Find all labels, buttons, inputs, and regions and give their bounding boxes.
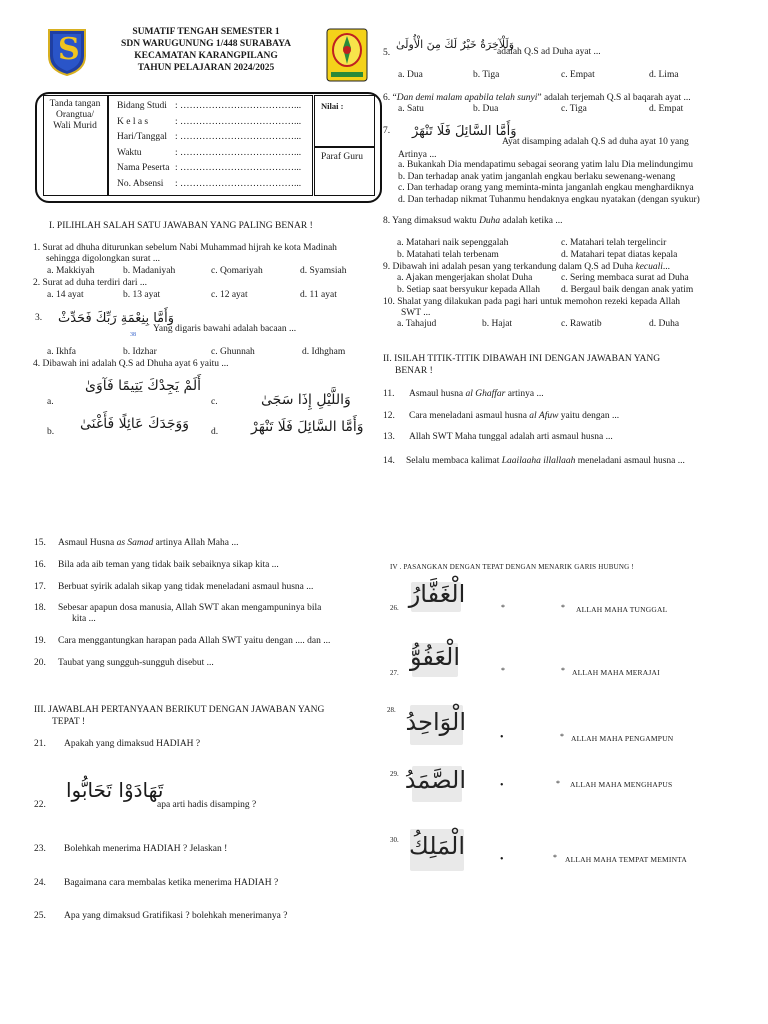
q13-number: 13. <box>383 432 395 442</box>
field-dots[interactable]: : ………………………………... <box>175 132 302 143</box>
q3-verse-number: 38 <box>130 332 136 338</box>
match-label-tunggal: ALLAH MAHA TUNGGAL <box>576 605 668 614</box>
q9-text-italic: kecuali <box>635 262 663 272</box>
q4-option-a-label[interactable]: a. <box>47 397 54 407</box>
q9-option-d[interactable]: d. Bergaul baik dengan anak yatim <box>561 285 694 295</box>
q30-left-dot[interactable]: • <box>500 854 504 865</box>
field-hari-tanggal: Hari/Tanggal <box>117 132 167 143</box>
section-3-title-2: TEPAT ! <box>52 717 85 727</box>
q12-text-post: yaitu dengan ... <box>558 411 620 421</box>
q8-option-c[interactable]: c. Matahari telah tergelincir <box>561 238 667 248</box>
section-2-title-2: BENAR ! <box>395 366 433 376</box>
q3-option-b[interactable]: b. Idzhar <box>123 347 157 357</box>
q14-text-italic: Laailaaha illallaah <box>501 456 576 466</box>
q15-text-post: artinya Allah Maha ... <box>153 538 239 548</box>
surabaya-logo <box>47 28 87 76</box>
section-4-title: IV . PASANGKAN DENGAN TEPAT DENGAN MENARIK GARIS HUBUNG ! <box>390 563 634 571</box>
section-1-title: I. PILIHLAH SALAH SATU JAWABAN YANG PALING BENAR ! <box>49 221 313 231</box>
q1-option-a[interactable]: a. Makkiyah <box>47 266 95 276</box>
q26-left-dot[interactable]: * <box>501 603 505 612</box>
q29-calligraphy: الصَّمَدُ <box>404 766 466 794</box>
q6-text-italic: Dan demi malam apabila telah sunyi <box>396 93 538 103</box>
q4-option-c-label[interactable]: c. <box>211 397 218 407</box>
q25-number: 25. <box>34 911 46 921</box>
q4-option-d-label[interactable]: d. <box>211 427 219 437</box>
q28-number: 28. <box>387 706 396 714</box>
q6-option-d[interactable]: d. Empat <box>649 104 684 114</box>
q1-text-2: sehingga digolongkan surat ... <box>46 254 160 264</box>
q2-text: 2. Surat ad duha terdiri dari ... <box>33 278 147 288</box>
q12-number: 12. <box>383 411 395 421</box>
q10-option-c[interactable]: c. Rawatib <box>561 319 602 329</box>
q18-text: Sebesar apapun dosa manusia, Allah SWT akan mengampuninya bila <box>58 603 322 613</box>
q27-left-dot[interactable]: * <box>501 666 505 675</box>
q15-text-pre: Asmaul Husna <box>58 538 117 548</box>
q9-option-b[interactable]: b. Setiap saat bersyukur kepada Allah <box>397 285 540 295</box>
q5-text: adalah Q.S ad Duha ayat ... <box>497 47 601 57</box>
q5-option-a[interactable]: a. Dua <box>398 70 423 80</box>
q22-number: 22. <box>34 800 46 810</box>
q3-option-c[interactable]: c. Ghunnah <box>211 347 255 357</box>
match-label-menghapus: ALLAH MAHA MENGHAPUS <box>570 780 673 789</box>
q7-option-a[interactable]: a. Bukankah Dia mendapatimu sebagai seorang yatim lalu Dia melindungimu <box>398 160 693 170</box>
q14-text-pre: Selalu membaca kalimat <box>406 456 502 466</box>
q3-option-d[interactable]: d. Idhgham <box>302 347 346 357</box>
q5-arabic-verse: وَلَلْآخِرَةُ خَيْرٌ لَكَ مِنَ الْأُولَىٰ <box>396 38 515 51</box>
q9-text-pre: 9. Dibawah ini adalah pesan yang terkandung dalam Q.S ad Duha <box>383 262 636 272</box>
q6-option-b[interactable]: b. Dua <box>473 104 499 114</box>
q8-text-post: adalah ketika ... <box>500 216 563 226</box>
q30-right-dot[interactable]: * <box>553 853 557 862</box>
q2-option-b[interactable]: b. 13 ayat <box>123 290 161 300</box>
q27-number: 27. <box>390 669 399 677</box>
q30-number: 30. <box>390 836 399 844</box>
q7-text-2: Artinya ... <box>398 150 437 160</box>
q28-calligraphy: الْوَاحِدُ <box>405 708 466 736</box>
q9-option-a[interactable]: a. Ajakan mengerjakan sholat Duha <box>397 273 533 283</box>
q8-option-a[interactable]: a. Matahari naik sepenggalah <box>397 238 509 248</box>
q11-text-pre: Asmaul husna <box>409 389 466 399</box>
paraf-guru-label: Paraf Guru <box>321 152 363 162</box>
q21-number: 21. <box>34 739 46 749</box>
q7-option-b[interactable]: b. Dan terhadap anak yatim janganlah engkau berlaku sewenang-wenang <box>398 171 676 182</box>
q11-number: 11. <box>383 389 395 399</box>
q5-option-b[interactable]: b. Tiga <box>473 70 500 80</box>
q26-calligraphy: الْغَفَّارُ <box>408 580 466 608</box>
field-dots[interactable]: : ………………………………... <box>175 116 302 127</box>
field-dots[interactable]: : ………………………………... <box>175 147 302 158</box>
q1-option-d[interactable]: d. Syamsiah <box>300 266 347 276</box>
q13-text: Allah SWT Maha tunggal adalah arti asmaul husna ... <box>409 432 613 442</box>
q28-right-dot[interactable]: * <box>560 732 564 741</box>
q11-text-italic: al Ghaffar <box>465 389 506 399</box>
q20-number: 20. <box>34 658 46 668</box>
q2-option-c[interactable]: c. 12 ayat <box>211 290 248 300</box>
q3-text: Yang digaris bawahi adalah bacaan ... <box>153 324 297 334</box>
q10-option-a[interactable]: a. Tahajud <box>397 319 437 329</box>
section-2-title: II. ISILAH TITIK-TITIK DIBAWAH INI DENGAN JAWABAN YANG <box>383 354 661 364</box>
q19-number: 19. <box>34 636 46 646</box>
q16-number: 16. <box>34 560 46 570</box>
q9-option-c[interactable]: c. Sering membaca surat ad Duha <box>561 273 689 283</box>
q27-right-dot[interactable]: * <box>561 666 565 675</box>
q15-number: 15. <box>34 538 46 548</box>
q4-option-d-arabic[interactable]: وَأَمَّا السَّائِلَ فَلَا تَنْهَرْ <box>251 419 364 435</box>
q10-option-b[interactable]: b. Hajat <box>482 319 513 329</box>
q7-text: Ayat disamping adalah Q.S ad duha ayat 10 yang <box>502 137 689 147</box>
signature-label-1: Tanda tangan <box>49 99 101 109</box>
header-title-line-4: TAHUN PELAJARAN 2024/2025 <box>137 63 275 73</box>
q23-number: 23. <box>34 844 46 854</box>
q6-option-c[interactable]: c. Tiga <box>561 104 587 114</box>
q7-arabic-verse: وَأَمَّا السَّائِلَ فَلَا تَنْهَرْ <box>412 124 517 139</box>
q6-text-pre: 6. “ <box>383 93 397 103</box>
q11-text-post: artinya ... <box>505 389 544 399</box>
header-title-line-3: KECAMATAN KARANGPILANG <box>134 51 278 61</box>
q29-left-dot[interactable]: • <box>500 780 504 791</box>
q1-option-c[interactable]: c. Qomariyah <box>211 266 263 276</box>
field-dots[interactable]: : ………………………………... <box>175 178 302 189</box>
q8-option-d[interactable]: d. Matahari tepat diatas kepala <box>561 250 678 260</box>
q4-option-c-arabic[interactable]: وَاللَّيْلِ إِذَا سَجَىٰ <box>261 392 351 408</box>
school-logo <box>326 28 368 82</box>
q10-text-2: SWT ... <box>401 308 431 318</box>
field-no-absensi: No. Absensi <box>117 178 164 189</box>
q14-number: 14. <box>383 456 395 466</box>
q21-text: Apakah yang dimaksud HADIAH ? <box>64 739 201 749</box>
q17-number: 17. <box>34 582 46 592</box>
q17-text: Berbuat syirik adalah sikap yang tidak meneladani asmaul husna ... <box>58 582 314 592</box>
q6-option-a[interactable]: a. Satu <box>398 104 424 114</box>
q18-text-2: kita ... <box>72 614 96 624</box>
header-title-line-1: SUMATIF TENGAH SEMESTER 1 <box>132 27 280 37</box>
q3-option-a[interactable]: a. Ikhfa <box>47 347 77 357</box>
q10-text: 10. Shalat yang dilakukan pada pagi hari untuk memohon rezeki kepada Allah <box>383 297 681 307</box>
q28-left-dot[interactable]: • <box>500 732 504 743</box>
match-label-merajai: ALLAH MAHA MERAJAI <box>572 668 660 677</box>
q30-calligraphy: الْمَلِكُ <box>408 832 466 860</box>
q25-text: Apa yang dimaksud Gratifikasi ? bolehkah menerimanya ? <box>64 911 288 921</box>
q4-option-a-arabic[interactable]: أَلَمْ يَجِدْكَ يَتِيمًا فَآوَىٰ <box>85 378 202 394</box>
q8-option-b[interactable]: b. Matahati telah terbenam <box>397 250 499 260</box>
q26-number: 26. <box>390 604 399 612</box>
q1-text: 1. Surat ad dhuha diturunkan sebelum Nabi Muhammad hijrah ke kota Madinah <box>33 243 337 253</box>
signature-label-2: Orangtua/ <box>56 110 94 120</box>
q4-text: 4. Dibawah ini adalah Q.S ad Dhuha ayat 6 yaitu ... <box>33 359 229 369</box>
q15-text-italic: as Samad <box>116 538 154 548</box>
logo-letter: S <box>58 32 80 67</box>
header-title-line-2: SDN WARUGUNUNG 1/448 SURABAYA <box>121 39 291 49</box>
q3-number: 3. <box>35 313 43 323</box>
field-dots[interactable]: : ………………………………... <box>175 101 302 111</box>
q5-option-c[interactable]: c. Empat <box>561 70 595 80</box>
q29-number: 29. <box>390 770 399 778</box>
field-dots[interactable]: : ………………………………... <box>175 163 302 174</box>
q12-text-pre: Cara meneladani asmaul husna <box>409 411 530 421</box>
nilai-label: Nilai : <box>321 101 344 111</box>
match-label-pengampun: ALLAH MAHA PENGAMPUN <box>571 734 674 743</box>
q4-option-b-label[interactable]: b. <box>47 427 55 437</box>
q7-option-c[interactable]: c. Dan terhadap orang yang meminta-minta janganlah engkau menghardiknya <box>398 183 694 193</box>
q2-option-a[interactable]: a. 14 ayat <box>47 290 84 300</box>
section-3-title: III. JAWABLAH PERTANYAAN BERIKUT DENGAN JAWABAN YANG <box>34 705 325 715</box>
q7-option-d[interactable]: d. Dan terhadap nikmat Tuhanmu hendaknya engkau nyatakan (dengan syukur) <box>398 194 700 205</box>
q22-text: apa arti hadis disamping ? <box>157 800 257 810</box>
q8-text-italic: Duha <box>479 216 501 226</box>
q19-text: Cara menggantungkan harapan pada Allah SWT yaitu dengan .... dan ... <box>58 636 331 646</box>
field-nama-peserta: Nama Peserta <box>117 163 170 174</box>
q23-text: Bolehkah menerima HADIAH ? Jelaskan ! <box>64 844 228 854</box>
field-waktu: Waktu <box>117 147 142 158</box>
q14-text-post: meneladani asmaul husna ... <box>575 456 685 466</box>
q1-option-b[interactable]: b. Madaniyah <box>123 266 176 276</box>
q4-option-b-arabic[interactable]: وَوَجَدَكَ عَائِلًا فَأَغْنَىٰ <box>80 416 190 432</box>
q22-arabic-hadith: تَهَادَوْا تَحَابُّوا <box>66 778 164 802</box>
field-bidang-studi: Bidang Studi <box>117 101 167 111</box>
q27-calligraphy: الْعَفُوُّ <box>409 643 461 671</box>
q26-right-dot[interactable]: * <box>561 603 565 612</box>
signature-label-3: Wali Murid <box>53 121 97 131</box>
match-label-tempat-meminta: ALLAH MAHA TEMPAT MEMINTA <box>565 855 687 864</box>
q24-number: 24. <box>34 878 46 888</box>
q7-number: 7. <box>383 126 391 136</box>
q9-text-post: ... <box>662 262 671 272</box>
q6-text-post: ” adalah terjemah Q.S al baqarah ayat ... <box>537 93 691 103</box>
q16-text: Bila ada aib teman yang tidak baik sebaiknya sikap kita ... <box>58 560 279 570</box>
q8-text-pre: 8. Yang dimaksud waktu <box>383 216 480 226</box>
q18-number: 18. <box>34 603 46 613</box>
q3-arabic-verse: وَأَمَّا بِنِعْمَةِ رَبِّكَ فَحَدِّثْ <box>58 311 175 326</box>
field-kelas: K e l a s <box>117 116 149 127</box>
q12-text-italic: al Afuw <box>529 411 559 421</box>
q24-text: Bagaimana cara membalas ketika menerima HADIAH ? <box>64 878 279 888</box>
q5-option-d[interactable]: d. Lima <box>649 70 679 80</box>
q29-right-dot[interactable]: * <box>556 779 560 788</box>
q20-text: Taubat yang sungguh-sungguh disebut ... <box>58 658 214 668</box>
q5-number: 5. <box>383 48 391 58</box>
q10-option-d[interactable]: d. Duha <box>649 319 680 329</box>
q2-option-d[interactable]: d. 11 ayat <box>300 290 337 300</box>
